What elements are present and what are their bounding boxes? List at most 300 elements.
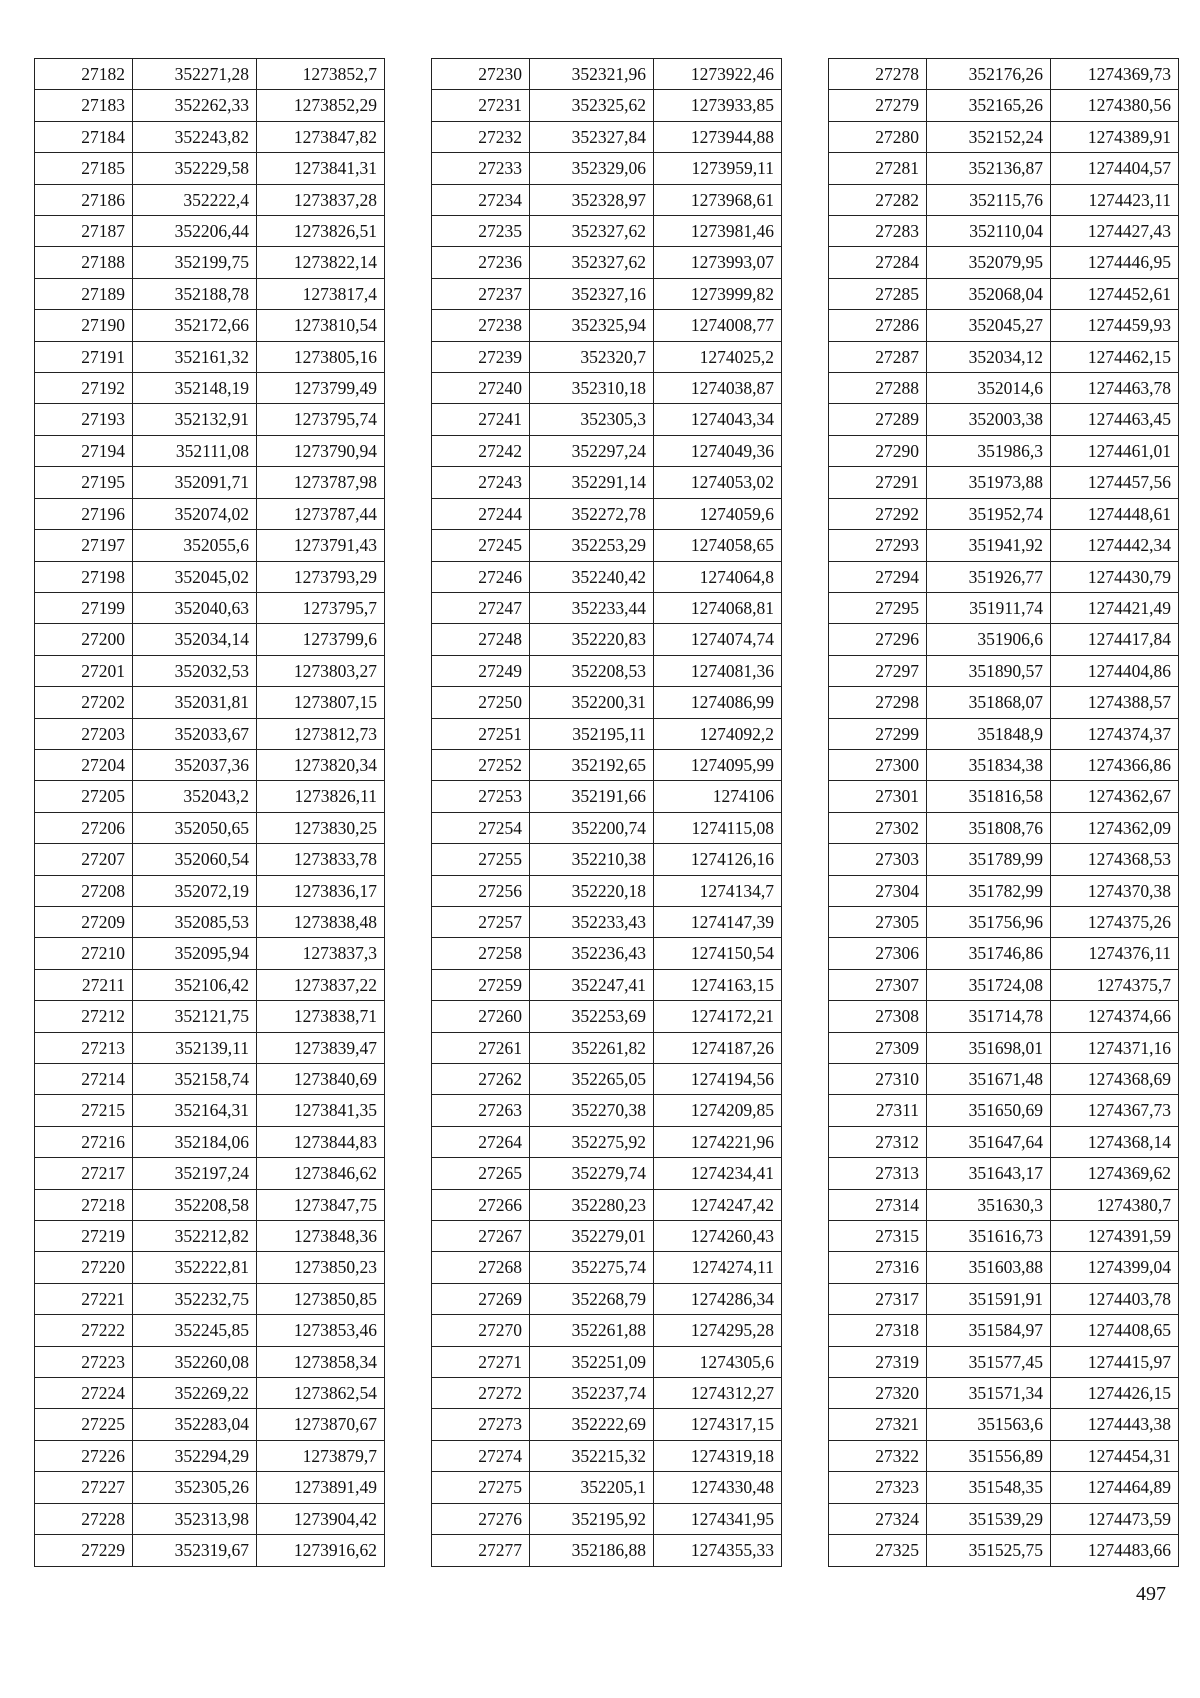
x-coordinate-cell: 352205,1 [530, 1472, 654, 1503]
y-coordinate-cell: 1274380,56 [1051, 90, 1179, 121]
point-number-cell: 27288 [829, 373, 927, 404]
point-number-cell: 27312 [829, 1126, 927, 1157]
y-coordinate-cell: 1274064,8 [654, 561, 782, 592]
point-number-cell: 27252 [432, 749, 530, 780]
table-row [432, 906, 782, 937]
x-coordinate-cell: 351548,35 [927, 1472, 1051, 1503]
table-row [35, 1503, 385, 1534]
table-row [829, 467, 1179, 498]
x-coordinate-cell: 352268,79 [530, 1283, 654, 1314]
table-row [35, 1283, 385, 1314]
point-number-cell: 27269 [432, 1283, 530, 1314]
point-number-cell: 27220 [35, 1252, 133, 1283]
table-row [432, 278, 782, 309]
point-number-cell: 27201 [35, 655, 133, 686]
y-coordinate-cell: 1274068,81 [654, 592, 782, 623]
y-coordinate-cell: 1274459,93 [1051, 310, 1179, 341]
point-number-cell: 27227 [35, 1472, 133, 1503]
y-coordinate-cell: 1274399,04 [1051, 1252, 1179, 1283]
point-number-cell: 27319 [829, 1346, 927, 1377]
table-row [829, 1189, 1179, 1220]
y-coordinate-cell: 1274463,78 [1051, 373, 1179, 404]
point-number-cell: 27317 [829, 1283, 927, 1314]
x-coordinate-cell: 352212,82 [133, 1221, 257, 1252]
y-coordinate-cell: 1274081,36 [654, 655, 782, 686]
table-row [35, 1252, 385, 1283]
table-row [432, 1001, 782, 1032]
x-coordinate-cell: 352319,67 [133, 1535, 257, 1566]
coordinates-table-3 [828, 58, 1179, 1567]
x-coordinate-cell: 351563,6 [927, 1409, 1051, 1440]
table-row [35, 1409, 385, 1440]
point-number-cell: 27282 [829, 184, 927, 215]
table-row [829, 561, 1179, 592]
point-number-cell: 27255 [432, 844, 530, 875]
y-coordinate-cell: 1274463,45 [1051, 404, 1179, 435]
table-row [35, 812, 385, 843]
y-coordinate-cell: 1274369,62 [1051, 1158, 1179, 1189]
table-row [35, 561, 385, 592]
table-row [432, 216, 782, 247]
table-row [432, 875, 782, 906]
y-coordinate-cell: 1274374,37 [1051, 718, 1179, 749]
table-row [432, 341, 782, 372]
y-coordinate-cell: 1274147,39 [654, 906, 782, 937]
table-row [35, 184, 385, 215]
point-number-cell: 27184 [35, 121, 133, 152]
x-coordinate-cell: 352200,31 [530, 687, 654, 718]
table-row [432, 1346, 782, 1377]
table-row [35, 1346, 385, 1377]
y-coordinate-cell: 1274049,36 [654, 435, 782, 466]
y-coordinate-cell: 1274368,14 [1051, 1126, 1179, 1157]
point-number-cell: 27226 [35, 1440, 133, 1471]
point-number-cell: 27200 [35, 624, 133, 655]
table-row [432, 655, 782, 686]
table-row [35, 655, 385, 686]
point-number-cell: 27210 [35, 938, 133, 969]
point-number-cell: 27192 [35, 373, 133, 404]
x-coordinate-cell: 352261,82 [530, 1032, 654, 1063]
x-coordinate-cell: 352192,65 [530, 749, 654, 780]
x-coordinate-cell: 352191,66 [530, 781, 654, 812]
x-coordinate-cell: 352327,62 [530, 247, 654, 278]
table-row [829, 1064, 1179, 1095]
point-number-cell: 27297 [829, 655, 927, 686]
x-coordinate-cell: 352074,02 [133, 498, 257, 529]
y-coordinate-cell: 1274389,91 [1051, 121, 1179, 152]
y-coordinate-cell: 1273837,22 [257, 969, 385, 1000]
table-row [35, 530, 385, 561]
y-coordinate-cell: 1274454,31 [1051, 1440, 1179, 1471]
table-row [432, 59, 782, 90]
point-number-cell: 27314 [829, 1189, 927, 1220]
table-row [35, 121, 385, 152]
point-number-cell: 27311 [829, 1095, 927, 1126]
x-coordinate-cell: 352037,36 [133, 749, 257, 780]
y-coordinate-cell: 1274404,57 [1051, 153, 1179, 184]
point-number-cell: 27230 [432, 59, 530, 90]
x-coordinate-cell: 352050,65 [133, 812, 257, 843]
table-row [829, 1440, 1179, 1471]
y-coordinate-cell: 1274043,34 [654, 404, 782, 435]
table-row [35, 718, 385, 749]
y-coordinate-cell: 1274247,42 [654, 1189, 782, 1220]
x-coordinate-cell: 351973,88 [927, 467, 1051, 498]
table-row [829, 592, 1179, 623]
table-row [829, 1535, 1179, 1566]
point-number-cell: 27274 [432, 1440, 530, 1471]
point-number-cell: 27279 [829, 90, 927, 121]
point-number-cell: 27315 [829, 1221, 927, 1252]
table-row [432, 1158, 782, 1189]
point-number-cell: 27299 [829, 718, 927, 749]
x-coordinate-cell: 352325,62 [530, 90, 654, 121]
x-coordinate-cell: 352272,78 [530, 498, 654, 529]
x-coordinate-cell: 352060,54 [133, 844, 257, 875]
table-row [432, 1095, 782, 1126]
point-number-cell: 27223 [35, 1346, 133, 1377]
x-coordinate-cell: 352327,84 [530, 121, 654, 152]
point-number-cell: 27191 [35, 341, 133, 372]
x-coordinate-cell: 351616,73 [927, 1221, 1051, 1252]
point-number-cell: 27241 [432, 404, 530, 435]
point-number-cell: 27273 [432, 1409, 530, 1440]
table-row [432, 1032, 782, 1063]
table-row [432, 1503, 782, 1534]
table-row [35, 969, 385, 1000]
point-number-cell: 27234 [432, 184, 530, 215]
y-coordinate-cell: 1273933,85 [654, 90, 782, 121]
x-coordinate-cell: 352232,75 [133, 1283, 257, 1314]
table-row [432, 1064, 782, 1095]
table-row [35, 1158, 385, 1189]
y-coordinate-cell: 1273810,54 [257, 310, 385, 341]
point-number-cell: 27277 [432, 1535, 530, 1566]
page-number: 497 [1136, 1583, 1166, 1605]
table-row [829, 184, 1179, 215]
y-coordinate-cell: 1274362,09 [1051, 812, 1179, 843]
y-coordinate-cell: 1274446,95 [1051, 247, 1179, 278]
table-row [35, 90, 385, 121]
y-coordinate-cell: 1273820,34 [257, 749, 385, 780]
y-coordinate-cell: 1273999,82 [654, 278, 782, 309]
point-number-cell: 27263 [432, 1095, 530, 1126]
x-coordinate-cell: 351556,89 [927, 1440, 1051, 1471]
y-coordinate-cell: 1273837,3 [257, 938, 385, 969]
x-coordinate-cell: 352220,83 [530, 624, 654, 655]
point-number-cell: 27296 [829, 624, 927, 655]
table-row [35, 844, 385, 875]
table-row [35, 373, 385, 404]
table-row [829, 216, 1179, 247]
point-number-cell: 27243 [432, 467, 530, 498]
table-row [35, 1315, 385, 1346]
y-coordinate-cell: 1274312,27 [654, 1378, 782, 1409]
point-number-cell: 27193 [35, 404, 133, 435]
point-number-cell: 27306 [829, 938, 927, 969]
point-number-cell: 27251 [432, 718, 530, 749]
x-coordinate-cell: 352321,96 [530, 59, 654, 90]
table-row [35, 1472, 385, 1503]
table-row [432, 687, 782, 718]
y-coordinate-cell: 1274163,15 [654, 969, 782, 1000]
y-coordinate-cell: 1274371,16 [1051, 1032, 1179, 1063]
y-coordinate-cell: 1274443,38 [1051, 1409, 1179, 1440]
table-row [35, 1535, 385, 1566]
x-coordinate-cell: 351698,01 [927, 1032, 1051, 1063]
point-number-cell: 27202 [35, 687, 133, 718]
y-coordinate-cell: 1274106 [654, 781, 782, 812]
y-coordinate-cell: 1273846,62 [257, 1158, 385, 1189]
x-coordinate-cell: 352325,94 [530, 310, 654, 341]
y-coordinate-cell: 1274442,34 [1051, 530, 1179, 561]
point-number-cell: 27321 [829, 1409, 927, 1440]
point-number-cell: 27272 [432, 1378, 530, 1409]
table-row [432, 1409, 782, 1440]
x-coordinate-cell: 352172,66 [133, 310, 257, 341]
y-coordinate-cell: 1273870,67 [257, 1409, 385, 1440]
table-row [35, 592, 385, 623]
y-coordinate-cell: 1274388,57 [1051, 687, 1179, 718]
x-coordinate-cell: 352320,7 [530, 341, 654, 372]
point-number-cell: 27260 [432, 1001, 530, 1032]
table-row [432, 1315, 782, 1346]
y-coordinate-cell: 1273879,7 [257, 1440, 385, 1471]
x-coordinate-cell: 352279,74 [530, 1158, 654, 1189]
x-coordinate-cell: 352197,24 [133, 1158, 257, 1189]
point-number-cell: 27242 [432, 435, 530, 466]
x-coordinate-cell: 351986,3 [927, 435, 1051, 466]
x-coordinate-cell: 352176,26 [927, 59, 1051, 90]
point-number-cell: 27256 [432, 875, 530, 906]
y-coordinate-cell: 1274059,6 [654, 498, 782, 529]
table-row [829, 1158, 1179, 1189]
point-number-cell: 27214 [35, 1064, 133, 1095]
x-coordinate-cell: 352220,18 [530, 875, 654, 906]
x-coordinate-cell: 352110,04 [927, 216, 1051, 247]
point-number-cell: 27232 [432, 121, 530, 152]
point-number-cell: 27320 [829, 1378, 927, 1409]
y-coordinate-cell: 1274462,15 [1051, 341, 1179, 372]
x-coordinate-cell: 352210,38 [530, 844, 654, 875]
x-coordinate-cell: 352291,14 [530, 467, 654, 498]
y-coordinate-cell: 1273853,46 [257, 1315, 385, 1346]
point-number-cell: 27206 [35, 812, 133, 843]
y-coordinate-cell: 1274092,2 [654, 718, 782, 749]
x-coordinate-cell: 351756,96 [927, 906, 1051, 937]
table-row [829, 844, 1179, 875]
y-coordinate-cell: 1274403,78 [1051, 1283, 1179, 1314]
x-coordinate-cell: 352279,01 [530, 1221, 654, 1252]
y-coordinate-cell: 1274126,16 [654, 844, 782, 875]
point-number-cell: 27253 [432, 781, 530, 812]
y-coordinate-cell: 1273891,49 [257, 1472, 385, 1503]
y-coordinate-cell: 1274421,49 [1051, 592, 1179, 623]
y-coordinate-cell: 1273850,85 [257, 1283, 385, 1314]
table-row [432, 969, 782, 1000]
point-number-cell: 27293 [829, 530, 927, 561]
x-coordinate-cell: 351952,74 [927, 498, 1051, 529]
table-row [829, 718, 1179, 749]
table-row [432, 592, 782, 623]
table-row [829, 404, 1179, 435]
table-row [35, 435, 385, 466]
y-coordinate-cell: 1274376,11 [1051, 938, 1179, 969]
point-number-cell: 27198 [35, 561, 133, 592]
point-number-cell: 27254 [432, 812, 530, 843]
x-coordinate-cell: 352222,69 [530, 1409, 654, 1440]
table-row [829, 1409, 1179, 1440]
y-coordinate-cell: 1274305,6 [654, 1346, 782, 1377]
y-coordinate-cell: 1273795,74 [257, 404, 385, 435]
y-coordinate-cell: 1273839,47 [257, 1032, 385, 1063]
x-coordinate-cell: 352034,12 [927, 341, 1051, 372]
x-coordinate-cell: 351926,77 [927, 561, 1051, 592]
point-number-cell: 27290 [829, 435, 927, 466]
point-number-cell: 27257 [432, 906, 530, 937]
table-row [432, 781, 782, 812]
table-row [829, 1315, 1179, 1346]
point-number-cell: 27324 [829, 1503, 927, 1534]
point-number-cell: 27300 [829, 749, 927, 780]
y-coordinate-cell: 1273791,43 [257, 530, 385, 561]
x-coordinate-cell: 352139,11 [133, 1032, 257, 1063]
table-row [829, 90, 1179, 121]
y-coordinate-cell: 1274367,73 [1051, 1095, 1179, 1126]
x-coordinate-cell: 352265,05 [530, 1064, 654, 1095]
table-row [829, 121, 1179, 152]
table-row [432, 90, 782, 121]
point-number-cell: 27323 [829, 1472, 927, 1503]
point-number-cell: 27284 [829, 247, 927, 278]
y-coordinate-cell: 1273803,27 [257, 655, 385, 686]
y-coordinate-cell: 1274370,38 [1051, 875, 1179, 906]
table-row [829, 278, 1179, 309]
y-coordinate-cell: 1274391,59 [1051, 1221, 1179, 1252]
x-coordinate-cell: 352233,43 [530, 906, 654, 937]
point-number-cell: 27247 [432, 592, 530, 623]
table-row [35, 749, 385, 780]
point-number-cell: 27309 [829, 1032, 927, 1063]
x-coordinate-cell: 351603,88 [927, 1252, 1051, 1283]
x-coordinate-cell: 351591,91 [927, 1283, 1051, 1314]
table-row [35, 404, 385, 435]
table-row [829, 1378, 1179, 1409]
y-coordinate-cell: 1274369,73 [1051, 59, 1179, 90]
y-coordinate-cell: 1273787,44 [257, 498, 385, 529]
table-row [35, 1221, 385, 1252]
y-coordinate-cell: 1273799,49 [257, 373, 385, 404]
point-number-cell: 27304 [829, 875, 927, 906]
point-number-cell: 27275 [432, 1472, 530, 1503]
point-number-cell: 27280 [829, 121, 927, 152]
y-coordinate-cell: 1273822,14 [257, 247, 385, 278]
y-coordinate-cell: 1273844,83 [257, 1126, 385, 1157]
table-row [432, 530, 782, 561]
table-row [829, 1346, 1179, 1377]
point-number-cell: 27219 [35, 1221, 133, 1252]
table-row [35, 467, 385, 498]
x-coordinate-cell: 352208,58 [133, 1189, 257, 1220]
x-coordinate-cell: 352186,88 [530, 1535, 654, 1566]
y-coordinate-cell: 1273848,36 [257, 1221, 385, 1252]
point-number-cell: 27268 [432, 1252, 530, 1283]
y-coordinate-cell: 1274427,43 [1051, 216, 1179, 247]
point-number-cell: 27262 [432, 1064, 530, 1095]
y-coordinate-cell: 1274234,41 [654, 1158, 782, 1189]
y-coordinate-cell: 1273852,29 [257, 90, 385, 121]
y-coordinate-cell: 1273826,51 [257, 216, 385, 247]
table-row [432, 561, 782, 592]
x-coordinate-cell: 351848,9 [927, 718, 1051, 749]
x-coordinate-cell: 352297,24 [530, 435, 654, 466]
table-row [829, 530, 1179, 561]
x-coordinate-cell: 351906,6 [927, 624, 1051, 655]
table-row [829, 341, 1179, 372]
point-number-cell: 27188 [35, 247, 133, 278]
x-coordinate-cell: 351724,08 [927, 969, 1051, 1000]
y-coordinate-cell: 1274452,61 [1051, 278, 1179, 309]
point-number-cell: 27196 [35, 498, 133, 529]
y-coordinate-cell: 1273795,7 [257, 592, 385, 623]
x-coordinate-cell: 351650,69 [927, 1095, 1051, 1126]
table-row [432, 1252, 782, 1283]
x-coordinate-cell: 352208,53 [530, 655, 654, 686]
table-row [432, 153, 782, 184]
point-number-cell: 27197 [35, 530, 133, 561]
point-number-cell: 27195 [35, 467, 133, 498]
y-coordinate-cell: 1273852,7 [257, 59, 385, 90]
table-row [829, 875, 1179, 906]
y-coordinate-cell: 1274375,7 [1051, 969, 1179, 1000]
table-row [432, 749, 782, 780]
point-number-cell: 27322 [829, 1440, 927, 1471]
point-number-cell: 27225 [35, 1409, 133, 1440]
table-row [432, 1221, 782, 1252]
x-coordinate-cell: 352045,02 [133, 561, 257, 592]
point-number-cell: 27289 [829, 404, 927, 435]
x-coordinate-cell: 352222,81 [133, 1252, 257, 1283]
point-number-cell: 27281 [829, 153, 927, 184]
y-coordinate-cell: 1273840,69 [257, 1064, 385, 1095]
x-coordinate-cell: 352229,58 [133, 153, 257, 184]
table-row [35, 1189, 385, 1220]
point-number-cell: 27228 [35, 1503, 133, 1534]
point-number-cell: 27261 [432, 1032, 530, 1063]
table-row [829, 969, 1179, 1000]
point-number-cell: 27189 [35, 278, 133, 309]
coordinates-table-1 [34, 58, 385, 1567]
y-coordinate-cell: 1273944,88 [654, 121, 782, 152]
y-coordinate-cell: 1274025,2 [654, 341, 782, 372]
x-coordinate-cell: 352251,09 [530, 1346, 654, 1377]
point-number-cell: 27208 [35, 875, 133, 906]
y-coordinate-cell: 1273916,62 [257, 1535, 385, 1566]
table-row [35, 498, 385, 529]
y-coordinate-cell: 1274008,77 [654, 310, 782, 341]
x-coordinate-cell: 352199,75 [133, 247, 257, 278]
y-coordinate-cell: 1274464,89 [1051, 1472, 1179, 1503]
x-coordinate-cell: 351789,99 [927, 844, 1051, 875]
table-row [35, 624, 385, 655]
point-number-cell: 27221 [35, 1283, 133, 1314]
y-coordinate-cell: 1273838,48 [257, 906, 385, 937]
point-number-cell: 27224 [35, 1378, 133, 1409]
point-number-cell: 27248 [432, 624, 530, 655]
y-coordinate-cell: 1274473,59 [1051, 1503, 1179, 1534]
table-row [432, 404, 782, 435]
